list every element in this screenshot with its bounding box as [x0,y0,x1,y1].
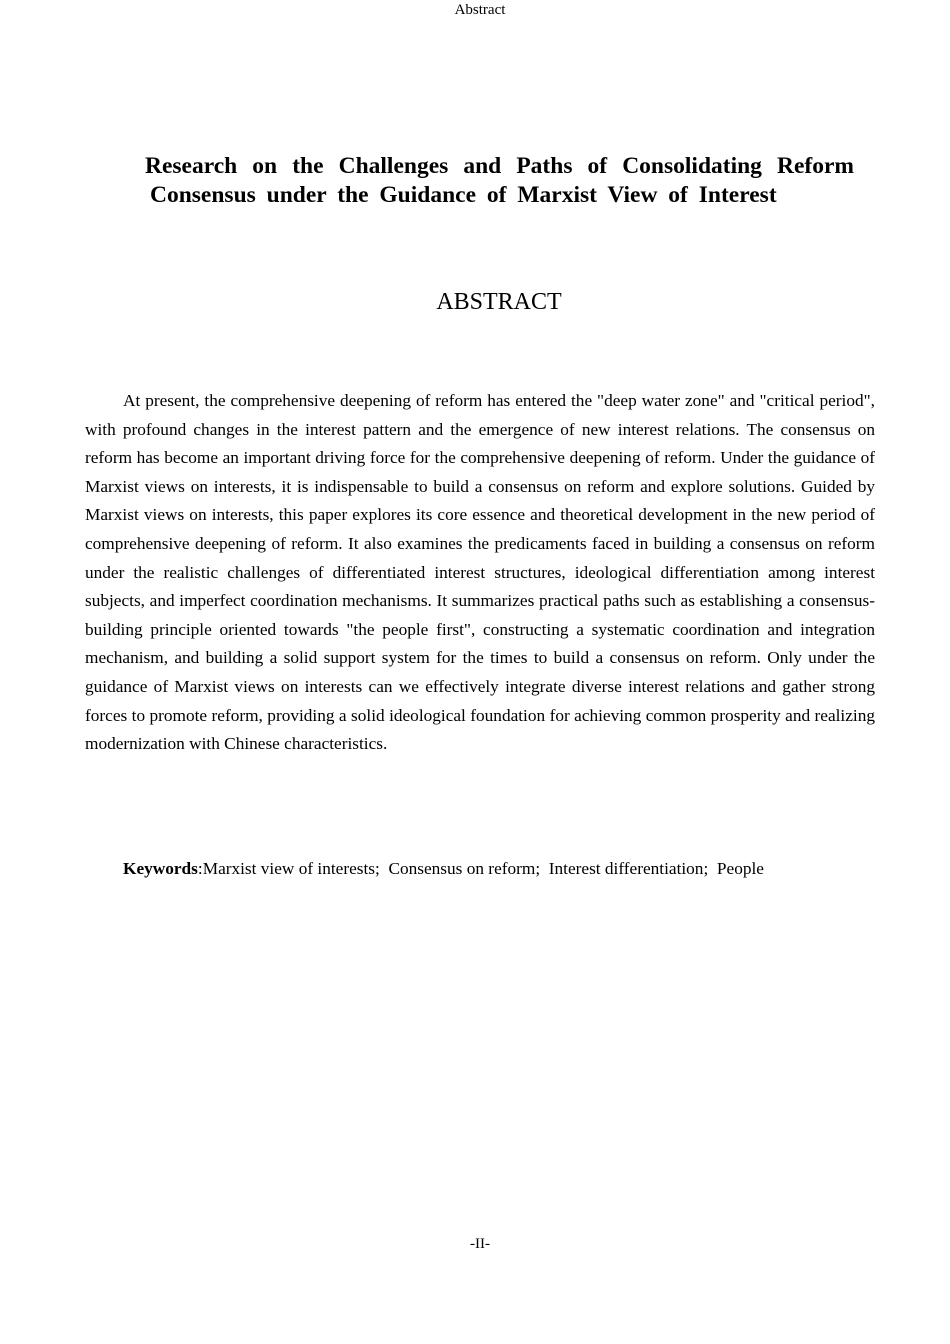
keyword-item: Consensus on reform; [388,859,541,878]
thesis-title-line-2: Consensus under the Guidance of Marxist View of Interest [150,182,777,208]
thesis-title [140,152,860,210]
keyword-item: People [716,859,764,878]
keywords-colon: : [197,859,203,878]
thesis-title-line-1: Research on the Challenges and Paths of Consolidating Reform [145,153,854,179]
abstract-heading: ABSTRACT [436,289,562,315]
page-number: -II- [470,1236,490,1252]
running-header: Abstract [454,2,506,18]
keywords-label: Keywords [123,859,198,878]
keywords-line [123,855,883,883]
keyword-item: Marxist view of interests; [202,859,380,878]
keyword-item: Interest differentiation; [548,859,709,878]
abstract-body: At present, the comprehensive deepening of reform has entered the "deep water zone" and "critical period", with profound changes in the interest pattern and the emergence of new interest relations. The consensus on reform has become an important driving force for the comprehensive deepening of reform. Under the guidance of Marxist views on interests, it is indispensable to build a consensus on reform and explore solutions. Guided by Marxist views on interests, this paper explores its core essence and theoretical development in the new period of comprehensive deepening of reform. It also examines the predicaments faced in building a consensus on reform under the realistic challenges of differentiated interest structures, ideological differentiation among interest subjects, and imperfect coordination mechanisms. It summarizes practical paths such as establishing a consensus-building principle oriented towards "the people first", constructing a systematic coordination and integration mechanism, and building a solid support system for the times to build a consensus on reform. Only under the guidance of Marxist views on interests can we effectively integrate diverse interest relations and gather strong forces to promote reform, providing a solid ideological foundation for achieving common prosperity and realizing modernization with Chinese characteristics. [85,391,875,754]
